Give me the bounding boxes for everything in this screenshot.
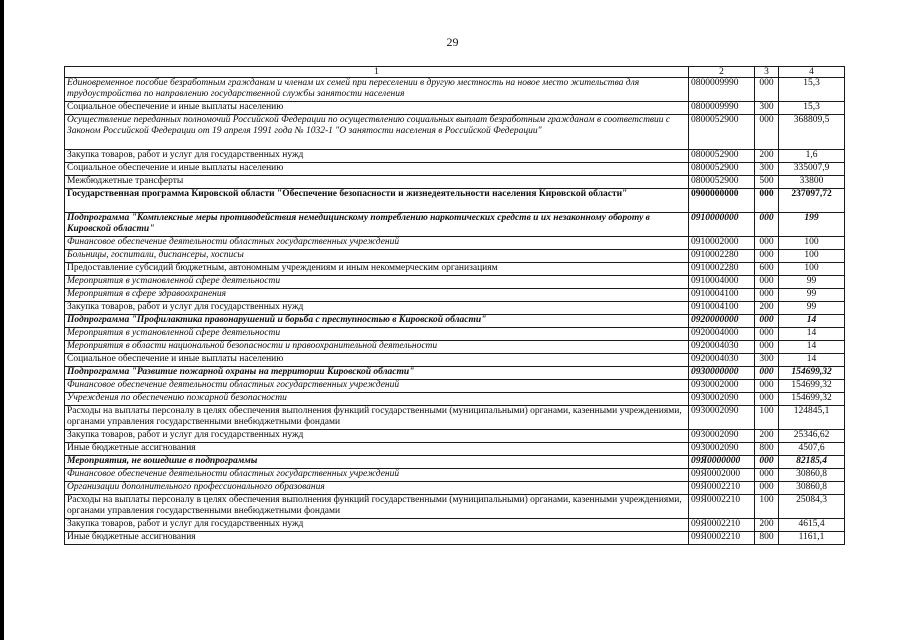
row-expense-type: 200 (755, 519, 779, 532)
budget-table-body (65, 67, 845, 545)
row-target-code: 0920004000 (689, 328, 755, 341)
row-name: Подпрограмма "Профилактика правонарушений и борьба с преступностью в Кировской области" (65, 315, 689, 328)
row-name: Социальное обеспечение и иные выплаты населению (65, 354, 689, 367)
table-row (65, 150, 845, 163)
row-name: Расходы на выплаты персоналу в целях обеспечения выполнения функций государственными (муниципальными) органами, казенными учреждениями, органами управления государственными внебюджетными фондами (65, 406, 689, 430)
row-name: Больницы, госпитали, диспансеры, хосписы (65, 250, 689, 263)
row-sum: 199 (779, 213, 845, 237)
row-target-code: 0910004000 (689, 276, 755, 289)
row-target-code: 0910002280 (689, 263, 755, 276)
table-row (65, 115, 845, 150)
row-sum: 237097,72 (779, 189, 845, 213)
table-row (65, 367, 845, 380)
row-sum: 154699,32 (779, 393, 845, 406)
row-expense-type: 000 (755, 189, 779, 213)
row-name: Мероприятия в установленной сфере деятельности (65, 328, 689, 341)
row-sum: 4615,4 (779, 519, 845, 532)
row-expense-type: 000 (755, 276, 779, 289)
row-target-code: 09Я0002210 (689, 532, 755, 545)
row-sum: 15,3 (779, 78, 845, 102)
row-expense-type: 300 (755, 102, 779, 115)
row-name: Мероприятия в установленной сфере деятельности (65, 276, 689, 289)
row-target-code: 0800052900 (689, 115, 755, 150)
page-number: 29 (446, 35, 459, 49)
row-sum: 99 (779, 302, 845, 315)
row-expense-type: 800 (755, 443, 779, 456)
row-name: Организации дополнительного профессионального образования (65, 482, 689, 495)
row-name: Подпрограмма "Комплексные меры противодействия немедицинскому потреблению наркотических средств и их незаконному обороту в Кировской области" (65, 213, 689, 237)
table-row (65, 102, 845, 115)
row-sum: 30860,8 (779, 482, 845, 495)
row-target-code: 0910002000 (689, 237, 755, 250)
table-row (65, 276, 845, 289)
table-row (65, 176, 845, 189)
table-row (65, 354, 845, 367)
header-col-expense-type: 3 (755, 67, 779, 78)
row-target-code: 0910000000 (689, 213, 755, 237)
row-target-code: 0910004100 (689, 289, 755, 302)
row-expense-type: 000 (755, 289, 779, 302)
row-target-code: 0930002090 (689, 443, 755, 456)
row-expense-type: 300 (755, 354, 779, 367)
row-target-code: 0800009990 (689, 78, 755, 102)
table-row (65, 443, 845, 456)
row-name: Предоставление субсидий бюджетным, автономным учреждениям и иным некоммерческим организациям (65, 263, 689, 276)
row-sum: 99 (779, 276, 845, 289)
row-target-code: 0930002000 (689, 380, 755, 393)
row-name: Финансовое обеспечение деятельности областных государственных учреждений (65, 469, 689, 482)
row-target-code: 0900000000 (689, 189, 755, 213)
table-row (65, 163, 845, 176)
table-row (65, 263, 845, 276)
row-expense-type: 200 (755, 302, 779, 315)
row-expense-type: 500 (755, 176, 779, 189)
row-expense-type: 000 (755, 456, 779, 469)
row-name: Мероприятия в сфере здравоохранения (65, 289, 689, 302)
row-sum: 14 (779, 341, 845, 354)
row-target-code: 0930002090 (689, 430, 755, 443)
table-row (65, 532, 845, 545)
table-row (65, 328, 845, 341)
table-row (65, 456, 845, 469)
table-row (65, 78, 845, 102)
row-target-code: 09Я0002210 (689, 519, 755, 532)
row-name: Мероприятия, не вошедшие в подпрограммы (65, 456, 689, 469)
table-header-row (65, 67, 845, 78)
scan-edge-mark (0, 0, 4, 640)
row-sum: 4507,6 (779, 443, 845, 456)
row-name: Социальное обеспечение и иные выплаты населению (65, 163, 689, 176)
row-target-code: 0800052900 (689, 176, 755, 189)
row-target-code: 0920000000 (689, 315, 755, 328)
row-expense-type: 600 (755, 263, 779, 276)
table-row (65, 189, 845, 213)
row-name: Закупка товаров, работ и услуг для государственных нужд (65, 519, 689, 532)
row-expense-type: 000 (755, 78, 779, 102)
row-sum: 82185,4 (779, 456, 845, 469)
row-sum: 15,3 (779, 102, 845, 115)
row-sum: 154699,32 (779, 367, 845, 380)
row-target-code: 09Я0002210 (689, 482, 755, 495)
row-target-code: 0920004030 (689, 354, 755, 367)
table-row (65, 469, 845, 482)
table-row (65, 519, 845, 532)
header-col-sum: 4 (779, 67, 845, 78)
row-name: Финансовое обеспечение деятельности областных государственных учреждений (65, 237, 689, 250)
row-sum: 1161,1 (779, 532, 845, 545)
row-target-code: 0910002280 (689, 250, 755, 263)
row-name: Финансовое обеспечение деятельности областных государственных учреждений (65, 380, 689, 393)
table-row (65, 482, 845, 495)
row-sum: 25346,62 (779, 430, 845, 443)
row-target-code: 09Я0002000 (689, 469, 755, 482)
row-sum: 100 (779, 237, 845, 250)
row-expense-type: 100 (755, 495, 779, 519)
header-col-code: 2 (689, 67, 755, 78)
row-target-code: 09Я0002210 (689, 495, 755, 519)
row-sum: 14 (779, 354, 845, 367)
row-expense-type: 000 (755, 469, 779, 482)
row-expense-type: 000 (755, 213, 779, 237)
table-row (65, 406, 845, 430)
row-name: Закупка товаров, работ и услуг для государственных нужд (65, 302, 689, 315)
row-expense-type: 000 (755, 328, 779, 341)
row-expense-type: 200 (755, 150, 779, 163)
row-expense-type: 000 (755, 367, 779, 380)
table-row (65, 289, 845, 302)
row-sum: 124845,1 (779, 406, 845, 430)
budget-table (64, 66, 845, 545)
row-target-code: 0910004100 (689, 302, 755, 315)
row-expense-type: 800 (755, 532, 779, 545)
table-row (65, 393, 845, 406)
table-row (65, 380, 845, 393)
row-expense-type: 000 (755, 250, 779, 263)
row-expense-type: 000 (755, 341, 779, 354)
table-row (65, 237, 845, 250)
row-sum: 14 (779, 315, 845, 328)
table-row (65, 213, 845, 237)
row-expense-type: 200 (755, 430, 779, 443)
row-sum: 154699,32 (779, 380, 845, 393)
row-sum: 99 (779, 289, 845, 302)
header-col-name: 1 (65, 67, 689, 78)
row-name: Закупка товаров, работ и услуг для государственных нужд (65, 150, 689, 163)
table-row (65, 315, 845, 328)
row-target-code: 0930002090 (689, 406, 755, 430)
row-name: Осуществление переданных полномочий Российской Федерации по осуществлению социальных выплат безработным гражданам в соответствии с Законом Российской Федерации от 19 апреля 1991 года № 1032-1 "О занятости населения в Российской Федерации" (65, 115, 689, 150)
table-row (65, 250, 845, 263)
row-sum: 1,6 (779, 150, 845, 163)
table-row (65, 430, 845, 443)
row-expense-type: 000 (755, 315, 779, 328)
row-expense-type: 000 (755, 237, 779, 250)
row-expense-type: 300 (755, 163, 779, 176)
row-name: Учреждения по обеспечению пожарной безопасности (65, 393, 689, 406)
row-sum: 25084,3 (779, 495, 845, 519)
row-name: Иные бюджетные ассигнования (65, 443, 689, 456)
row-target-code: 0930000000 (689, 367, 755, 380)
table-row (65, 302, 845, 315)
row-expense-type: 000 (755, 380, 779, 393)
row-sum: 100 (779, 263, 845, 276)
row-name: Подпрограмма "Развитие пожарной охраны на территории Кировской области" (65, 367, 689, 380)
row-target-code: 0800052900 (689, 150, 755, 163)
table-row (65, 341, 845, 354)
row-sum: 100 (779, 250, 845, 263)
row-target-code: 0800052900 (689, 163, 755, 176)
row-expense-type: 100 (755, 406, 779, 430)
row-name: Государственная программа Кировской области "Обеспечение безопасности и жизнедеятельности населения Кировской области" (65, 189, 689, 213)
row-sum: 368809,5 (779, 115, 845, 150)
row-target-code: 09Я0000000 (689, 456, 755, 469)
row-name: Иные бюджетные ассигнования (65, 532, 689, 545)
row-sum: 335007,9 (779, 163, 845, 176)
row-expense-type: 000 (755, 482, 779, 495)
row-sum: 30860,8 (779, 469, 845, 482)
row-name: Расходы на выплаты персоналу в целях обеспечения выполнения функций государственными (муниципальными) органами, казенными учреждениями, органами управления государственными внебюджетными фондами (65, 495, 689, 519)
row-name: Социальное обеспечение и иные выплаты населению (65, 102, 689, 115)
row-target-code: 0930002090 (689, 393, 755, 406)
row-expense-type: 000 (755, 115, 779, 150)
row-name: Межбюджетные трансферты (65, 176, 689, 189)
row-name: Закупка товаров, работ и услуг для государственных нужд (65, 430, 689, 443)
row-expense-type: 000 (755, 393, 779, 406)
row-target-code: 0920004030 (689, 341, 755, 354)
table-row (65, 495, 845, 519)
row-target-code: 0800009990 (689, 102, 755, 115)
row-sum: 33800 (779, 176, 845, 189)
row-name: Единовременное пособие безработным гражданам и членам их семей при переселении в другую местность на новое место жительства для трудоустройства по направлению государственной службы занятости населения (65, 78, 689, 102)
row-name: Мероприятия в области национальной безопасности и правоохранительной деятельности (65, 341, 689, 354)
row-sum: 14 (779, 328, 845, 341)
